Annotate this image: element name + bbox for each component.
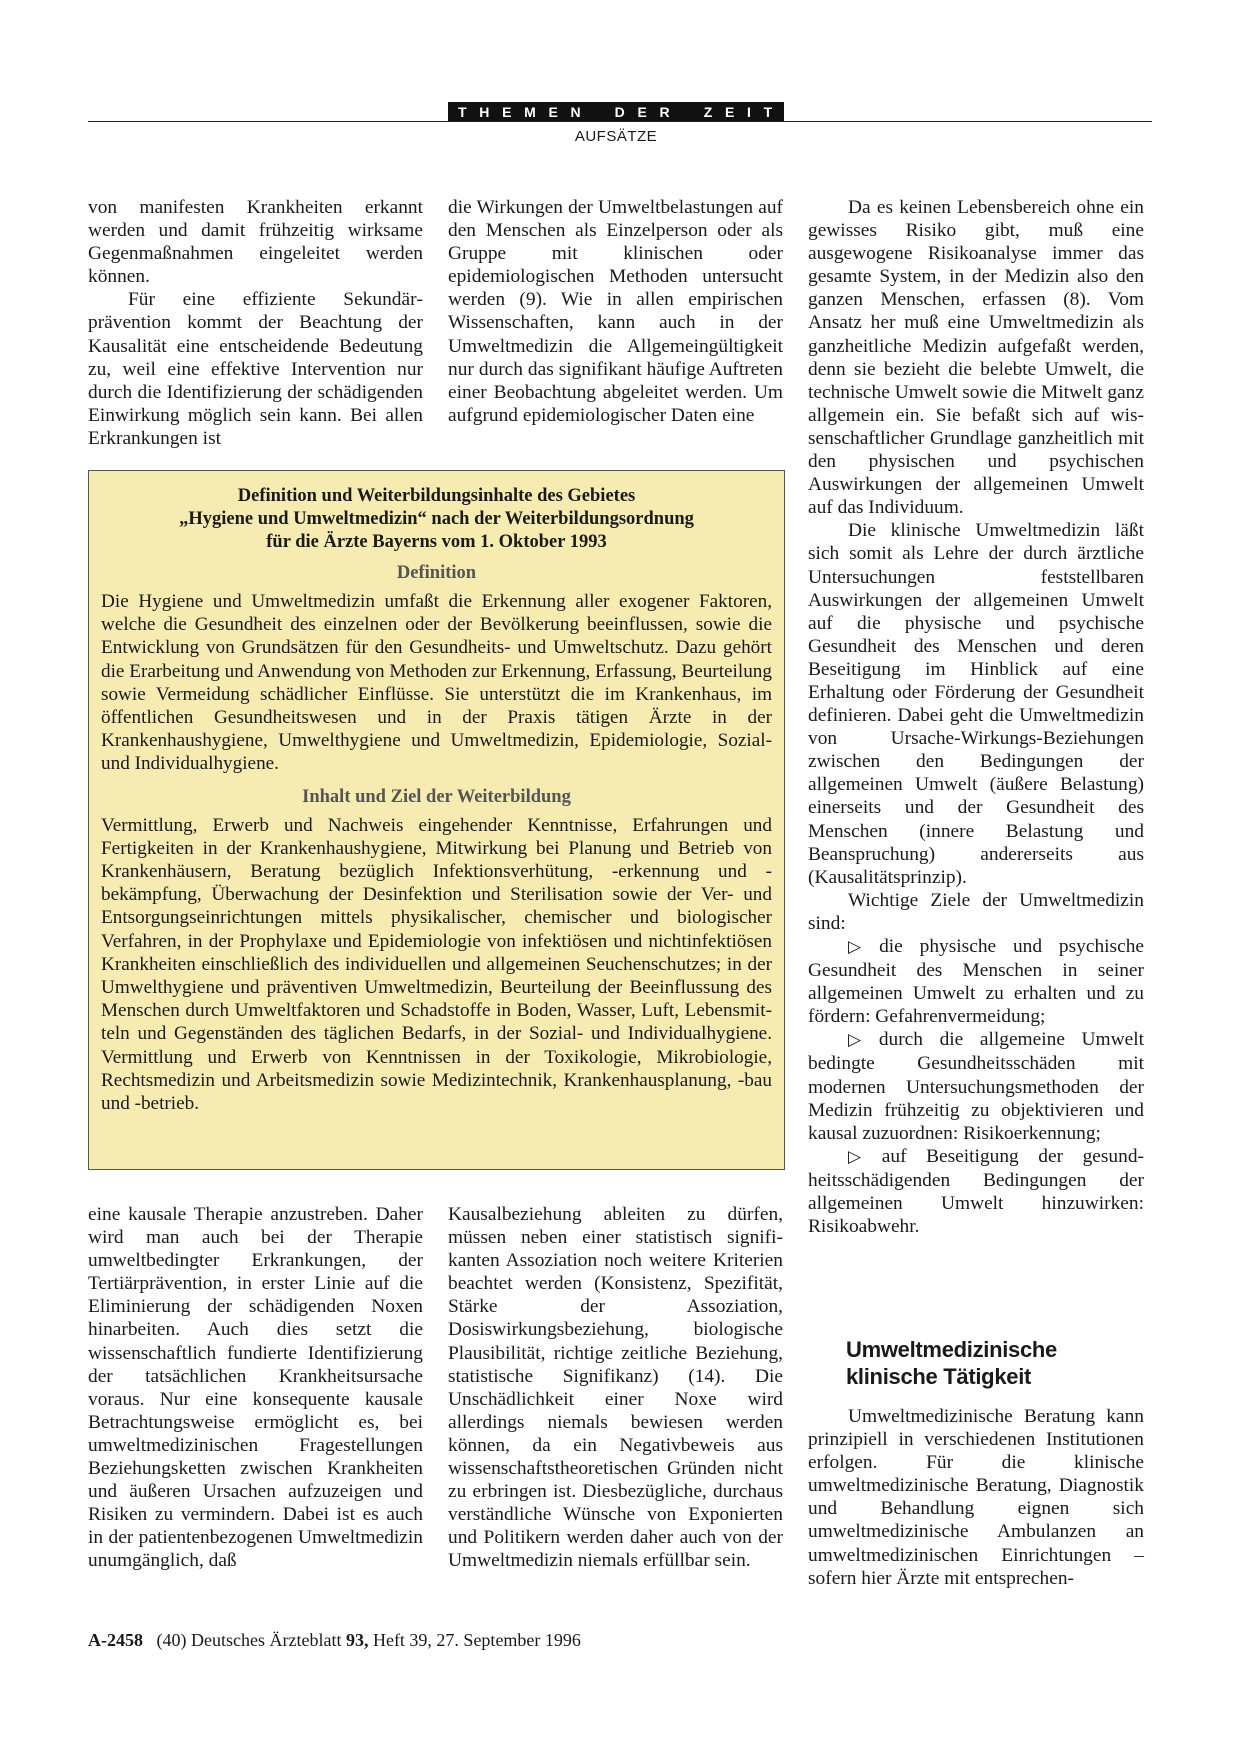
paragraph	[448, 196, 783, 427]
page-footer	[88, 1630, 788, 1651]
column-3	[808, 196, 1144, 1238]
banner-letter: R	[659, 104, 672, 120]
paragraph	[88, 1203, 423, 1573]
paragraph-text: von manifesten Krankheiten erkannt werden und damit frühzeitig wirksame Gegenmaßnahmen eingeleitet werden können.	[88, 197, 423, 288]
column-1-bottom	[88, 1203, 423, 1573]
banner-letter: I	[746, 104, 753, 120]
column-3-bottom	[808, 1405, 1144, 1590]
journal-issue: Heft 39, 27. September 1996	[372, 1630, 581, 1650]
banner-letter	[593, 104, 604, 120]
journal-name: Deutsches Ärzteblatt	[191, 1630, 342, 1650]
banner-letter: E	[724, 104, 737, 120]
banner-letter: H	[479, 104, 492, 120]
info-box	[88, 470, 785, 1170]
box-title-line: Definition und Weiterbildungsinhalte des Gebietes	[237, 486, 636, 506]
paragraph	[808, 889, 1144, 935]
header-rule	[88, 121, 1152, 122]
banner-letter: E	[502, 104, 514, 120]
bullet-paragraph	[808, 1028, 1144, 1144]
paragraph	[808, 1405, 1144, 1590]
paragraph-text: Die klinische Umweltmedizin läßt sich somit als Lehre der durch ärztliche Untersuchungen feststellbaren Auswirkungen der allgemeinen Umwelt auf die physische und psychische Gesundheit des Menschen und deren Beseitigung im Hinblick auf eine Erhaltung oder Förderung der Gesundheit definieren. Dabei geht die Umweltmedizin von Ursache-Wirkungs-Beziehungen zwischen den Bedingungen der allgemeinen Umwelt (äußere Belastung) einerseits und der Gesundheit des Menschen (innere Belastung und Beanspruchung) andererseits aus (Kausalitätsprinzip).	[808, 520, 1144, 888]
paragraph-text: Da es keinen Lebensbereich ohne ein gewisses Risiko gibt, muß eine ausgewogene Risikoanalyse immer das gesamte System, in der Medizin also den ganzen Menschen, erfassen (8). Vom Ansatz her muß eine Umweltmedizin als ganzheitliche Medizin aufgefaßt werden, denn sie bezieht die belebte Umwelt, die technische Umwelt sowie die Mitwelt ganz allgemein ein. Sie befaßt sich auf wissenschaftlicher Grundlage ganzheitlich mit den physischen und psychischen Auswirkungen der allgemeinen Umwelt auf das Individuum.	[808, 197, 1144, 519]
section-heading-line: Umweltmedizinische	[846, 1337, 1057, 1362]
banner-letter: E	[637, 104, 649, 120]
page-number: A-2458	[88, 1630, 143, 1650]
paragraph-text: durch die allgemeine Umwelt bedingte Gesundheitsschäden mit modernen Untersuchungsmethoden der Medizin frühzeitig zu objektivieren und kausal zuzuordnen: Risikoerkennung;	[808, 1029, 1144, 1144]
paragraph-text: eine kausale Therapie anzustreben. Daher wird man auch bei der Therapie umweltbedingter Erkrankungen, der Tertiärprävention, in erster Linie auf die Eliminierung der schädigenden Noxen hinarbeiten. Auch dies setzt die wissenschaftlich fundierte Identifizierung der tatsächlichen Krankheitsursache voraus. Nur eine konsequente kausale Betrachtungsweise ermöglicht es, bei umweltmedizinischen Fragestellungen Beziehungsketten zwischen Krankheiten und äußeren Ursachen aufzuzeigen und Risiken zu vermindern. Dabei ist es auch in der patientenbezogenen Umweltmedizin unumgänglich, daß	[88, 1204, 423, 1572]
section-heading-line: klinische Tätigkeit	[846, 1364, 1032, 1389]
section-banner	[448, 102, 784, 122]
definition-text: Die Hygiene und Umweltmedizin umfaßt die Erkennung aller exogener Faktoren, welche die Gesundheit des einzelnen oder der Bevölkerung beeinflussen, sowie die Entwicklung von Grundsätzen für den Gesundheits- und Umweltschutz. Dazu gehört die Erarbeitung und Anwendung von Methoden zur Erkennung, Erfassung, Beurteilung sowie Vermeidung schädlicher Einflüsse. Sie unterstützt die im Krankenhaus, im öffentlichen Gesundheitswesen und in der Praxis tätigen Ärzte in der Krankenhaushygiene, Umwelthygiene und Umweltmedizin, Epidemiologie, Sozial- und Individualhygiene.	[101, 591, 772, 775]
box-title-line: für die Ärzte Bayerns vom 1. Oktober 1993	[266, 532, 607, 552]
paragraph	[808, 519, 1144, 889]
paragraph	[88, 288, 423, 450]
paragraph	[448, 1203, 783, 1573]
banner-letter	[682, 104, 693, 120]
paragraph-text: Kausalbeziehung ableiten zu dürfen, müssen neben einer statistisch signifikanten Assoziation noch weitere Kriterien beachtet werden (Konsistenz, Spezifität, Stärke der Assoziation, Dosiswirkungsbeziehung, biologische Plausibilität, richtige zeitliche Beziehung, statistische Signifikanz) (14). Die Unschädlichkeit einer Noxe wird allerdings niemals bewiesen werden können, da ein Negativbeweis aus wissenschaftstheoretischen Gründen nicht zu erbringen ist. Diesbezügliche, durchaus verständliche Wünsche von Exponierten und Politikern werden daher auch von der Umweltmedizin niemals erfüllbar sein.	[448, 1204, 783, 1572]
paragraph	[808, 196, 1144, 519]
section-label: AUFSÄTZE	[574, 128, 658, 145]
banner-letter: Z	[703, 104, 715, 120]
paragraph-text: Für eine effiziente Sekundärprävention kommt der Beachtung der Kausalität eine entscheidende Bedeutung zu, weil eine effektive Intervention nur durch die Identifizierung der schädigenden Einwirkung möglich sein kann. Bei allen Erkrankungen ist	[88, 289, 423, 449]
box-title	[101, 485, 772, 554]
paragraph-text: Umweltmedizinische Beratung kann prinzipiell in verschiedenen Institutionen erfolgen. Für die klinische umweltmedizinische Beratung, Diagnostik und Behandlung eignen sich umweltmedizinische Ambulanzen an umweltmedizinischen Einrichtungen – sofern hier Ärzte mit entsprechen-	[808, 1406, 1144, 1589]
journal-volume: 93,	[345, 1630, 369, 1650]
banner-letter: T	[763, 104, 775, 120]
triangle-bullet-icon: ▷	[848, 1146, 876, 1167]
triangle-bullet-icon: ▷	[848, 1030, 873, 1051]
banner-letter: M	[524, 104, 538, 120]
paragraph-text: die Wirkungen der Umweltbelastungen auf den Menschen als Einzelperson oder als Gruppe mit klinischen oder epidemiologischen Methoden untersucht werden (9). Wie in allen empirischen Wissenschaften, kann auch in der Umweltmedizin die Allgemeingültigkeit nur durch das signifikant häufige Auftreten einer Beobachtung abgeleitet werden. Um aufgrund epidemiologischer Daten eine	[448, 197, 783, 426]
banner-letter: T	[458, 104, 469, 120]
section-heading	[846, 1336, 1146, 1390]
column-2-top	[448, 196, 783, 427]
content-heading: Inhalt und Ziel der Weiterbildung	[302, 786, 571, 807]
column-2-bottom	[448, 1203, 783, 1573]
box-title-line: „Hygiene und Umweltmedizin“ nach der Weiterbildungsordnung	[179, 509, 694, 529]
column-1-top	[88, 196, 423, 450]
bullet-paragraph	[808, 1145, 1144, 1238]
bullet-paragraph	[808, 935, 1144, 1028]
paragraph-text: die physische und psychische Gesundheit des Menschen in seiner allgemeinen Umwelt zu erhalten und zu fördern: Gefahrenvermeidung;	[808, 936, 1145, 1028]
triangle-bullet-icon: ▷	[848, 937, 874, 957]
paragraph-text: Wichtige Ziele der Umweltmedizin sind:	[808, 889, 1144, 934]
banner-letter: N	[570, 104, 583, 120]
paragraph-text: auf Beseitigung der gesundheitsschädigenden Bedingungen der allgemeinen Umwelt hinzuwirken: Risikoabwehr.	[808, 1145, 1144, 1238]
content-text: Vermittlung, Erwerb und Nachweis eingehender Kenntnisse, Erfahrungen und Fertigkeiten in der Krankenhaushygiene, Mitwirkung bei Planung und Betrieb von Krankenhäusern, Beratung bezüglich Infektionsverhütung, -erkennung und -bekämpfung, Überwachung der Desinfektion und Sterilisation sowie der Ver- und Entsorgungseinrichtungen mittels physikalischer, chemischer und biologischer Verfahren, in der Prophylaxe und Epidemiologie von infektiösen und nichtinfektiösen Krankheiten einschließlich des individuellen und allgemeinen Seuchenschutzes; in der Umwelthygiene und präventiven Umweltmedizin, Beurteilung der Beeinflussung des Menschen durch Umweltfaktoren und Schadstoffe in Boden, Wasser, Luft, Lebensmitteln und Gegenständen des täglichen Bedarfs, in der Sozial- und Individualhygiene. Vermittlung und Erwerb von Kenntnissen in der Toxikologie, Mikrobiologie, Rechtsmedizin und Arbeitsmedizin sowie Medizintechnik, Krankenhausplanung, -bau und -betrieb.	[101, 814, 772, 1115]
paragraph	[88, 196, 423, 288]
definition-heading: Definition	[396, 563, 477, 583]
banner-letter: D	[614, 104, 627, 120]
banner-letter: E	[548, 104, 560, 120]
page-number-paren: (40)	[156, 1630, 187, 1650]
